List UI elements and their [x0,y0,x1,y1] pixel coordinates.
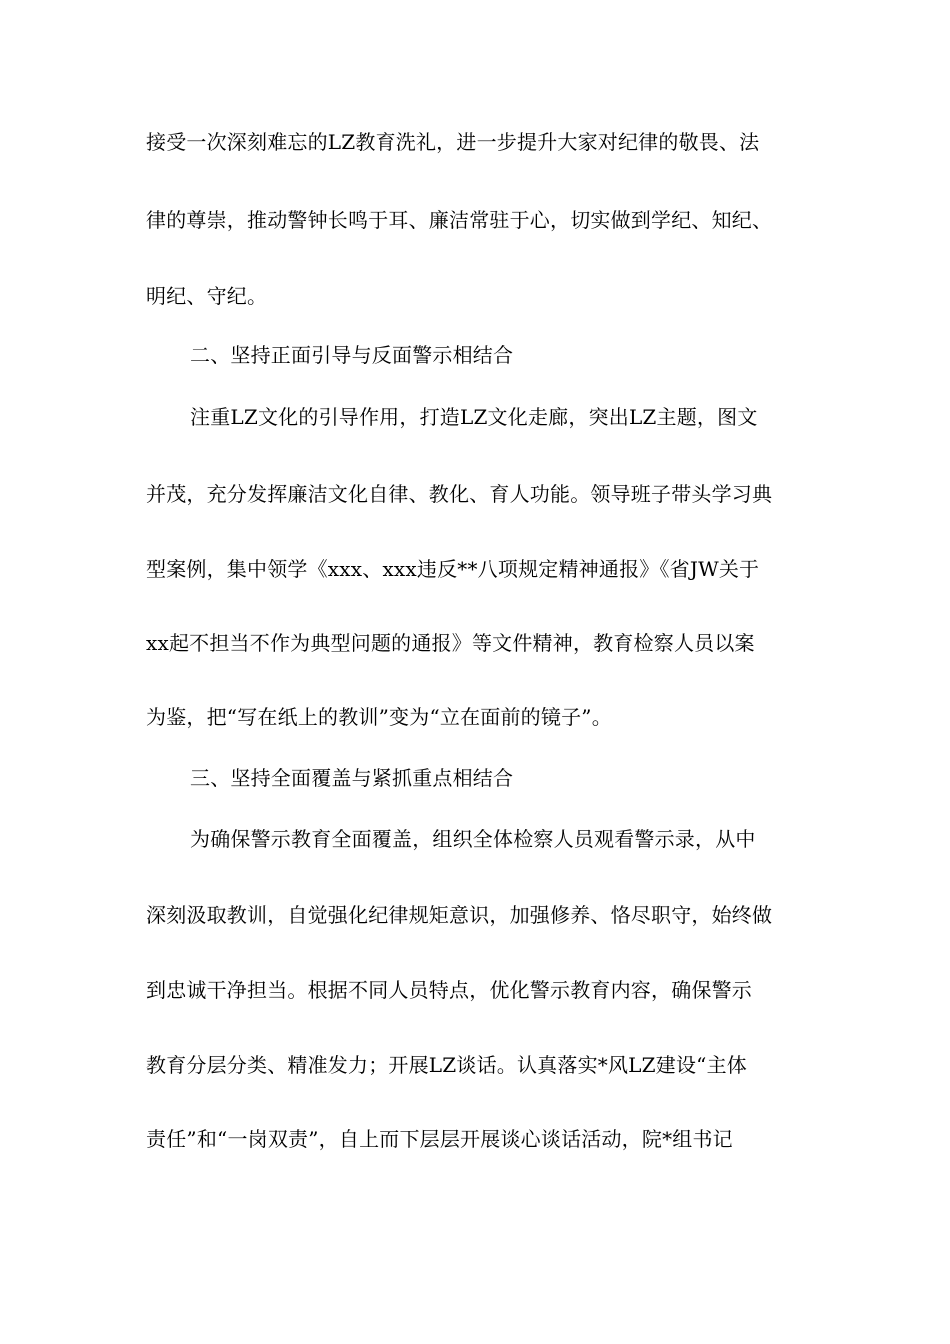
paragraph-line: 到忠诚干净担当。根据不同人员特点，优化警示教育内容，确保警示 [146,978,752,1002]
paragraph-line: 明纪、守纪。 [146,284,268,308]
section-heading: 三、坚持全面覆盖与紧抓重点相结合 [190,766,514,790]
paragraph-line: 接受一次深刻难忘的LZ教育洗礼，进一步提升大家对纪律的敬畏、法 [146,130,760,154]
paragraph-line: 型案例，集中领学《xxx、xxx违反**八项规定精神通报》《省JW关于 [146,557,760,581]
paragraph-line: 并茂，充分发挥廉洁文化自律、教化、育人功能。领导班子带头学习典 [146,482,773,506]
paragraph-line: 为鉴，把“写在纸上的教训”变为“立在面前的镜子”。 [146,705,612,729]
paragraph-line: 注重LZ文化的引导作用，打造LZ文化走廊，突出LZ主题，图文 [190,405,758,429]
paragraph-line: 律的尊崇，推动警钟长鸣于耳、廉洁常驻于心，切实做到学纪、知纪、 [146,208,773,232]
section-heading: 二、坚持正面引导与反面警示相结合 [190,343,514,367]
paragraph-line: xx起不担当不作为典型问题的通报》等文件精神，教育检察人员以案 [146,631,755,655]
paragraph-line: 为确保警示教育全面覆盖，组织全体检察人员观看警示录，从中 [190,827,756,851]
paragraph-line: 教育分层分类、精准发力；开展LZ谈话。认真落实*风LZ建设“主体 [146,1053,747,1077]
paragraph-line: 深刻汲取教训，自觉强化纪律规矩意识，加强修养、恪尽职守，始终做 [146,903,773,927]
paragraph-line: 责任”和“一岗双责”，自上而下层层开展谈心谈话活动，院*组书记 [146,1127,733,1151]
